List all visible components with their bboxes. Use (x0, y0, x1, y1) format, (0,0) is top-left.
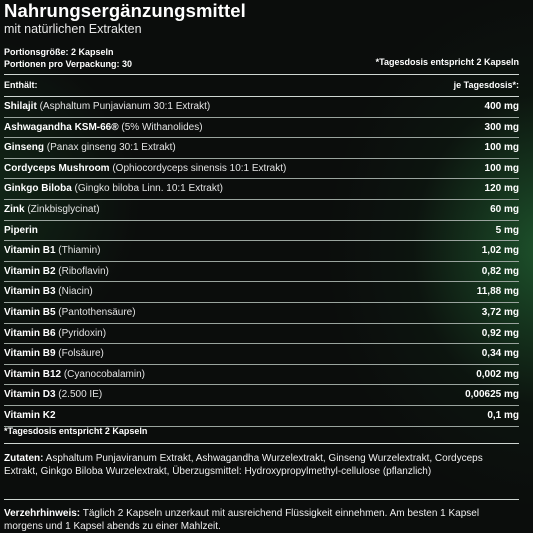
page-title: Nahrungsergänzungsmittel (4, 0, 246, 21)
table-row (4, 241, 519, 262)
row-amount: 0,00625 mg (465, 389, 519, 401)
row-amount: 300 mg (484, 121, 519, 133)
row-name (4, 204, 100, 215)
row-amount: 0,82 mg (481, 265, 519, 277)
row-detail: (Ophiocordyceps sinensis 10:1 Extrakt) (109, 162, 287, 174)
table-row (4, 365, 519, 386)
row-amount: 120 mg (484, 183, 519, 195)
divider-top (4, 74, 519, 75)
row-detail: (Cyanocobalamin) (61, 368, 145, 380)
row-name (4, 348, 104, 359)
table-row (4, 159, 519, 180)
row-ingredient: Shilajit (4, 101, 37, 112)
row-name (4, 328, 106, 339)
row-ingredient: Vitamin D3 (4, 389, 56, 401)
row-detail: (Panax ginseng 30:1 Extrakt) (44, 142, 176, 154)
row-amount: 3,72 mg (481, 306, 519, 318)
table-row (4, 221, 519, 242)
usage-text (4, 507, 519, 533)
row-name (4, 266, 109, 277)
table-row (4, 406, 519, 427)
row-name (4, 101, 210, 112)
row-amount: 0,1 mg (487, 409, 519, 421)
usage-body: Täglich 2 Kapseln unzerkaut mit ausreichend Flüssigkeit einnehmen. Am besten 1 Kapsel morgens und 1 Kapsel abends zu einer Mahlzeit. (4, 508, 480, 532)
row-amount: 100 mg (484, 142, 519, 154)
daily-dose-note-top: *Tagesdosis entspricht 2 Kapseln (375, 57, 519, 67)
row-ingredient: Vitamin B2 (4, 265, 56, 277)
row-ingredient: Piperin (4, 224, 38, 236)
row-ingredient: Ginkgo Biloba (4, 183, 72, 195)
row-ingredient: Vitamin K2 (4, 409, 56, 421)
row-name (4, 183, 223, 194)
ingredient-table (4, 97, 519, 427)
row-name (4, 122, 203, 133)
row-name (4, 286, 93, 297)
row-amount: 0,92 mg (481, 327, 519, 339)
row-name (4, 369, 145, 380)
row-ingredient: Zink (4, 203, 25, 215)
row-ingredient: Ginseng (4, 142, 45, 154)
row-amount: 60 mg (490, 203, 519, 215)
table-row (4, 324, 519, 345)
row-ingredient: Ashwagandha KSM-66® (4, 121, 119, 133)
row-detail: (2.500 IE) (55, 389, 103, 401)
table-row (4, 179, 519, 200)
row-detail: (Folsäure) (55, 348, 104, 360)
row-ingredient: Vitamin B9 (4, 348, 56, 360)
row-ingredient: Vitamin B6 (4, 327, 56, 339)
row-ingredient: Vitamin B3 (4, 286, 56, 298)
row-detail: (Asphaltum Punjavianum 30:1 Extrakt) (36, 101, 211, 112)
row-name (4, 389, 102, 400)
row-ingredient: Vitamin B1 (4, 245, 56, 257)
table-row (4, 344, 519, 365)
divider-usage (4, 499, 519, 500)
table-row (4, 97, 519, 118)
table-row (4, 303, 519, 324)
row-detail: (Gingko biloba Linn. 10:1 Extrakt) (71, 183, 223, 195)
daily-dose-note-bottom: *Tagesdosis entspricht 2 Kapseln (4, 426, 148, 436)
servings-per-pack: Portionen pro Verpackung: 30 (4, 59, 133, 69)
row-ingredient: Vitamin B5 (4, 306, 56, 318)
row-amount: 11,88 mg (476, 286, 519, 298)
row-amount: 0,34 mg (481, 348, 519, 360)
row-ingredient: Cordyceps Mushroom (4, 162, 110, 174)
serving-size: Portionsgröße: 2 Kapseln (4, 47, 114, 57)
row-name (4, 163, 286, 174)
row-detail: (Zinkbisglycinat) (24, 203, 100, 215)
row-name (4, 142, 176, 153)
row-ingredient: Vitamin B12 (4, 368, 62, 380)
row-amount: 5 mg (495, 224, 519, 236)
row-detail: (Niacin) (55, 286, 93, 298)
row-detail: (Thiamin) (55, 245, 101, 257)
row-name (4, 245, 101, 256)
table-header-right: je Tagesdosis*: (453, 80, 519, 90)
row-amount: 1,02 mg (481, 245, 519, 257)
row-amount: 400 mg (484, 101, 519, 112)
row-name (4, 410, 56, 421)
row-amount: 100 mg (484, 162, 519, 174)
table-row (4, 282, 519, 303)
usage-label: Verzehrhinweis: (4, 508, 81, 519)
table-row (4, 138, 519, 159)
row-name (4, 225, 38, 236)
ingredients-body: Asphaltum Punjaviranum Extrakt, Ashwagandha Wurzelextrakt, Ginseng Wurzelextrakt, Cordyceps Extrakt, Ginkgo Biloba Wurzelextrakt, Überzugsmittel: Hydroxypropylmethyl-cellulose (pflanzlich) (4, 453, 483, 477)
ingredients-text (4, 452, 519, 478)
row-detail: (5% Withanolides) (118, 121, 203, 133)
divider-ingredients (4, 443, 519, 444)
ingredients-label: Zutaten: (4, 453, 44, 464)
row-detail: (Pyridoxin) (55, 327, 107, 339)
row-detail: (Pantothensäure) (55, 306, 136, 318)
table-row (4, 262, 519, 283)
row-name (4, 307, 136, 318)
table-header-left: Enthält: (4, 80, 38, 90)
page-subtitle: mit natürlichen Extrakten (4, 22, 142, 36)
row-amount: 0,002 mg (476, 368, 519, 380)
table-row (4, 118, 519, 139)
row-detail: (Riboflavin) (55, 265, 109, 277)
table-row (4, 385, 519, 406)
table-header (4, 80, 519, 94)
table-row (4, 200, 519, 221)
